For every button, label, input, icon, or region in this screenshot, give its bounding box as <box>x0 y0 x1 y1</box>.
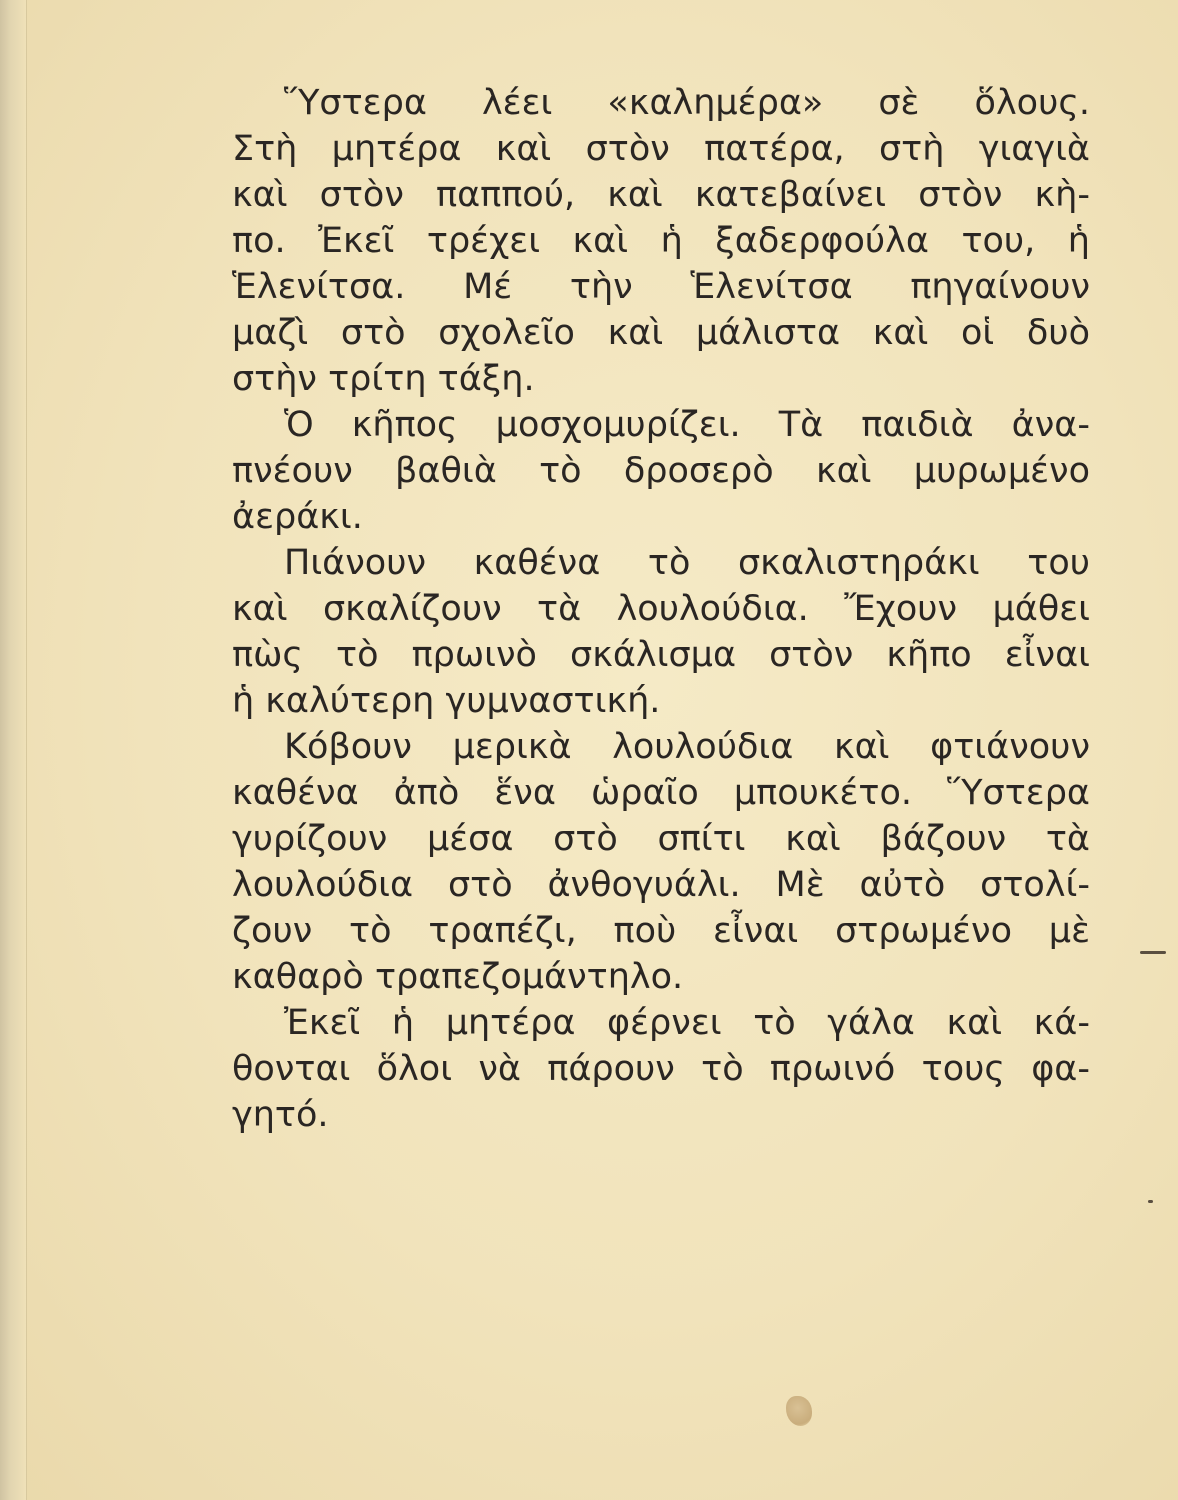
text-line-10: ἀεράκι. <box>232 497 363 537</box>
text-line-8: Ὁ κῆπος μοσχομυρίζει. Τὰ παιδιὰ ἀνα- <box>284 405 1090 445</box>
body-text <box>232 80 1090 1138</box>
page-edge <box>0 0 27 1500</box>
text-line-6: μαζὶ στὸ σχολεῖο καὶ μάλιστα καὶ οἱ δυὸ <box>232 313 1090 353</box>
text-line-15: Κόβουν μερικὰ λουλούδια καὶ φτιάνουν <box>284 727 1090 767</box>
ink-dash-mark <box>1140 951 1166 954</box>
text-line-20: καθαρὸ τραπεζομάντηλο. <box>232 957 684 997</box>
text-line-3: καὶ στὸν παππού, καὶ κατεβαίνει στὸν κὴ- <box>232 175 1090 215</box>
ink-speck-mark <box>1148 1200 1153 1203</box>
text-line-18: λουλούδια στὸ ἀνθογυάλι. Μὲ αὐτὸ στολί- <box>232 865 1090 905</box>
text-line-11: Πιάνουν καθένα τὸ σκαλιστηράκι του <box>284 543 1090 583</box>
text-line-14: ἡ καλύτερη γυμναστική. <box>232 681 661 721</box>
text-line-5: Ἑλενίτσα. Μέ τὴν Ἑλενίτσα πηγαίνουν <box>232 267 1090 307</box>
text-line-16: καθένα ἀπὸ ἕνα ὡραῖο μπουκέτο. Ὕστερα <box>232 773 1090 813</box>
text-line-17: γυρίζουν μέσα στὸ σπίτι καὶ βάζουν τὰ <box>232 819 1090 859</box>
paper-stain <box>786 1396 812 1426</box>
text-line-22: θονται ὅλοι νὰ πάρουν τὸ πρωινό τους φα- <box>232 1049 1090 1089</box>
text-line-4: πο. Ἐκεῖ τρέχει καὶ ἡ ξαδερφούλα του, ἡ <box>232 221 1090 261</box>
text-line-23: γητό. <box>232 1095 329 1135</box>
text-line-7: στὴν τρίτη τάξη. <box>232 359 535 399</box>
text-line-21: Ἐκεῖ ἡ μητέρα φέρνει τὸ γάλα καὶ κά- <box>284 1003 1090 1043</box>
text-line-19: ζουν τὸ τραπέζι, ποὺ εἶναι στρωμένο μὲ <box>232 911 1090 951</box>
text-line-1: Ὕστερα λέει «καλημέρα» σὲ ὅλους. <box>284 83 1090 123</box>
text-line-12: καὶ σκαλίζουν τὰ λουλούδια. Ἔχουν μάθει <box>232 589 1090 629</box>
text-line-13: πὼς τὸ πρωινὸ σκάλισμα στὸν κῆπο εἶναι <box>232 635 1090 675</box>
text-line-9: πνέουν βαθιὰ τὸ δροσερὸ καὶ μυρωμένο <box>232 451 1090 491</box>
text-line-2: Στὴ μητέρα καὶ στὸν πατέρα, στὴ γιαγιὰ <box>232 129 1090 169</box>
